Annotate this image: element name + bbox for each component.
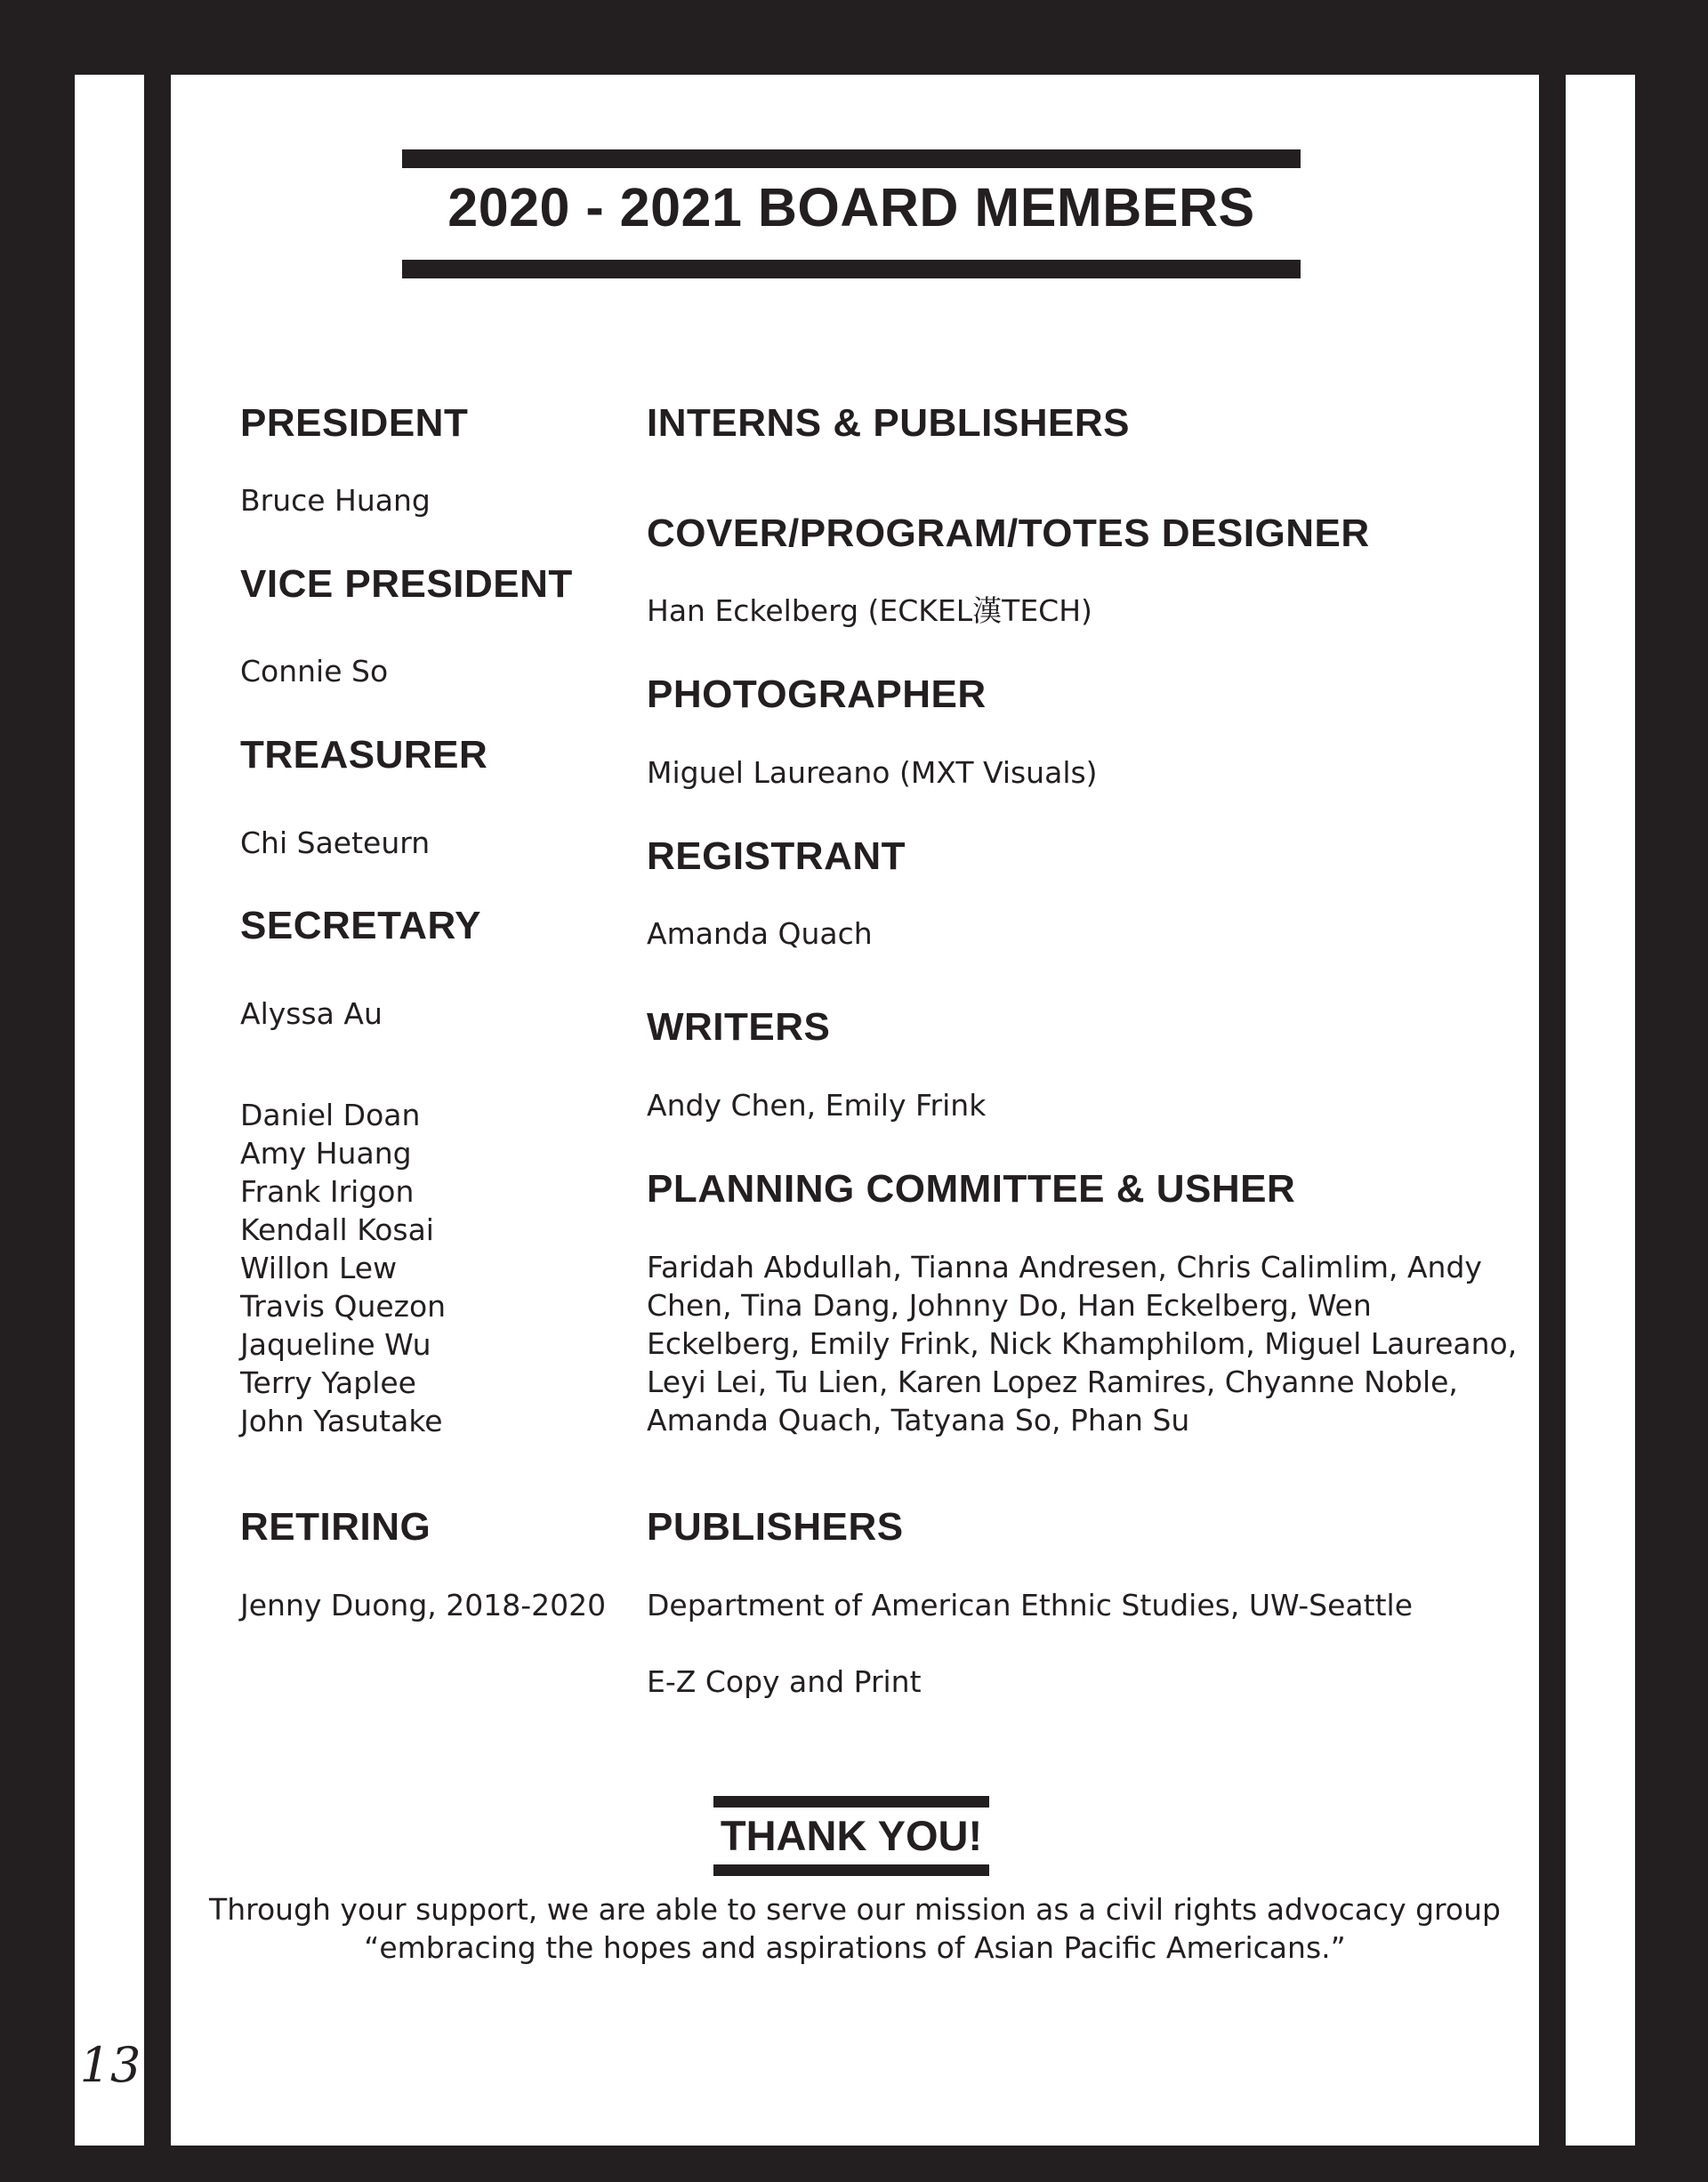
board-member: Travis Quezon <box>240 1289 447 1324</box>
thank-you-heading: THANK YOU! <box>720 1812 983 1859</box>
secretary-name: Alyssa Au <box>240 996 383 1031</box>
vice-president-heading: VICE PRESIDENT <box>240 562 573 606</box>
board-member: Willon Lew <box>240 1251 398 1285</box>
planning-committee-line: Amanda Quach, Tatyana So, Phan Su <box>647 1403 1190 1437</box>
treasurer-name: Chi Saeteurn <box>240 825 431 860</box>
planning-committee-line: Faridah Abdullah, Tianna Andresen, Chris Calimlim, Andy <box>647 1250 1482 1284</box>
planning-committee-line: Chen, Tina Dang, Johnny Do, Han Eckelberg, Wen <box>647 1288 1372 1323</box>
writers-names: Andy Chen, Emily Frink <box>647 1088 987 1123</box>
board-member: Amy Huang <box>240 1136 412 1171</box>
photographer-name: Miguel Laureano (MXT Visuals) <box>647 755 1098 790</box>
secretary-heading: SECRETARY <box>240 904 481 947</box>
board-member: Frank Irigon <box>240 1174 415 1209</box>
designer-name: Han Eckelberg (ECKEL漢TECH) <box>647 593 1092 628</box>
thank-you-message-line1: Through your support, we are able to serve our mission as a civil rights advocacy group <box>209 1892 1501 1927</box>
board-member: Daniel Doan <box>240 1098 421 1132</box>
treasurer-heading: TREASURER <box>240 733 488 777</box>
publisher-item: E-Z Copy and Print <box>647 1664 922 1699</box>
thank-you-message-line2: “embracing the hopes and aspirations of Asian Pacific Americans.” <box>364 1930 1346 1965</box>
page-number: 13 <box>79 2037 141 2093</box>
board-member: Kendall Kosai <box>240 1212 434 1247</box>
board-member: John Yasutake <box>240 1404 443 1438</box>
publishers-heading: PUBLISHERS <box>647 1505 904 1549</box>
interns-publishers-heading: INTERNS & PUBLISHERS <box>647 401 1130 445</box>
president-heading: PRESIDENT <box>240 401 469 445</box>
thank-you-top-rule <box>713 1796 989 1808</box>
page-title: 2020 - 2021 BOARD MEMBERS <box>447 177 1255 238</box>
vice-president-name: Connie So <box>240 654 389 688</box>
board-member: Terry Yaplee <box>240 1365 416 1400</box>
retiring-heading: RETIRING <box>240 1505 431 1549</box>
right-margin-strip <box>1566 75 1635 2146</box>
photographer-heading: PHOTOGRAPHER <box>647 672 987 716</box>
board-member-list <box>240 1096 446 1440</box>
title-bottom-rule <box>402 260 1301 278</box>
planning-committee-line: Leyi Lei, Tu Lien, Karen Lopez Ramires, Chyanne Noble, <box>647 1365 1458 1399</box>
planning-committee-list <box>647 1248 1517 1439</box>
writers-heading: WRITERS <box>647 1005 831 1049</box>
board-member: Jaqueline Wu <box>240 1327 431 1362</box>
registrant-name: Amanda Quach <box>647 916 873 951</box>
title-top-rule <box>402 149 1301 168</box>
planning-committee-line: Eckelberg, Emily Frink, Nick Khamphilom, Miguel Laureano, <box>647 1326 1518 1361</box>
registrant-heading: REGISTRANT <box>647 834 906 878</box>
thank-you-bottom-rule <box>713 1864 989 1876</box>
retiring-name: Jenny Duong, 2018-2020 <box>240 1588 607 1622</box>
planning-committee-heading: PLANNING COMMITTEE & USHER <box>647 1167 1296 1211</box>
designer-heading: COVER/PROGRAM/TOTES DESIGNER <box>647 511 1370 555</box>
publisher-item: Department of American Ethnic Studies, UW-Seattle <box>647 1588 1413 1622</box>
left-margin-strip <box>75 75 144 2146</box>
president-name: Bruce Huang <box>240 483 431 518</box>
